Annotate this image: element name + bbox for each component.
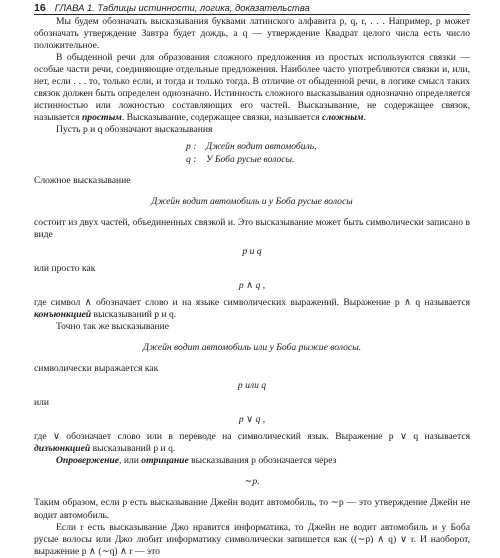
term-disjunction: дизъюнкцией	[34, 443, 91, 455]
paragraph-negation-def	[34, 455, 470, 467]
header-rule	[34, 14, 470, 15]
negation-text-b: высказывания p обозначается через	[188, 455, 337, 467]
page-number: 16	[34, 2, 46, 14]
paragraph-or-simply: или просто как	[34, 262, 96, 274]
connectives-text-a: В обыденной речи для образования сложного предложения из простых используются связки — особые части речи, соединяющие отдельные предложения. Наиболее часто употребляются связки и, или, нет, если . . . то, только если, и тогда и только тогда. В отличие от обыденной речи, в логике смысл таких связок должен быть определен однозначно. Истинность сложного высказывания однозначно определяется истинностью или ложностью составляющих его частей. Высказывание, не содержащее связок, называется	[34, 52, 470, 124]
definition-list	[34, 141, 470, 165]
paragraph-disjunction-def	[34, 431, 470, 455]
term-refutation: Опровержение	[56, 455, 120, 467]
paragraph-thus: Таким образом, если p есть высказывание Джейн водит автомобиль, то ∼p — это утверждение Джейн не водит автомобиль.	[34, 497, 470, 521]
example-disjunction: Джейн водит автомобиль или у Боба рыжие волосы.	[142, 342, 362, 354]
disjunction-text-b: высказываний p и q.	[90, 443, 176, 455]
term-negation: отрицание	[141, 455, 189, 467]
paragraph-let: Пусть p и q обозначают высказывания	[56, 124, 213, 136]
formula-disjunction: p ∨ q ,	[238, 414, 266, 426]
definition-p	[186, 141, 470, 153]
spacer	[34, 354, 470, 363]
term-conjunction: конъюнкцией	[34, 308, 92, 320]
page-body	[34, 16, 470, 558]
definition-p-text: Джейн водит автомобиль,	[206, 141, 317, 153]
connectives-text-b: . Высказывание, содержащее связки, называется	[121, 112, 323, 124]
formula-conjunction: p ∧ q ,	[238, 279, 266, 291]
negation-text-a: , или	[119, 455, 142, 467]
paragraph-or: или	[34, 397, 50, 409]
formula-p-or-q: p или q	[237, 380, 267, 392]
spacer	[34, 333, 470, 342]
spacer	[34, 166, 470, 175]
spacer	[34, 187, 470, 196]
paragraph-similarly: Точно так же высказывание	[56, 320, 170, 332]
spacer	[34, 488, 470, 497]
running-header	[34, 1, 470, 14]
definition-q	[186, 154, 470, 166]
spacer	[34, 467, 470, 476]
paragraph-compound: Сложное высказывание	[34, 174, 131, 186]
definition-q-text: У Боба русые волосы.	[206, 153, 295, 165]
term-simple: простым	[81, 112, 122, 124]
disjunction-text-a: где ∨ обозначает слово или в переводе на символический язык. Выражение p ∨ q называется	[34, 431, 470, 443]
formula-negation: ∼p.	[244, 476, 260, 488]
definition-p-var: p :	[186, 141, 197, 153]
paragraph-connectives	[34, 52, 470, 124]
paragraph-conjunction-def	[34, 297, 470, 321]
running-title: ГЛАВА 1. Таблицы истинности, логика, доказательства	[54, 2, 310, 13]
example-conjunction: Джейн водит автомобиль и у Боба русые волосы	[151, 195, 353, 207]
definition-q-var: q :	[186, 153, 197, 165]
conjunction-text-a: где символ ∧ обозначает слово и на языке символических выражений. Выражение p ∧ q называется	[34, 296, 470, 308]
paragraph-if-r: Если r есть высказывание Джо нравится информатика, то Джейн не водит автомобиль и у Боба русые волосы или Джо любит информатику символически запишется как ((∼p) ∧ q) ∨ r. И наоборот, выражение p ∧ (∼q) ∧ r — это	[34, 521, 470, 557]
paragraph-symbolic: символически выражается как	[34, 363, 159, 375]
conjunction-text-b: высказываний p и q.	[91, 308, 177, 320]
formula-p-and-q: p и q	[242, 245, 262, 257]
connectives-text-c: .	[363, 112, 366, 124]
term-compound: сложным	[322, 112, 364, 124]
spacer	[34, 208, 470, 217]
paragraph-notation: Мы будем обозначать высказывания буквами латинского алфавита p, q, r, . . . Например, p может обозначать утверждение Завтра будет дождь, а q — утверждение Квадрат целого числа есть число положительное.	[34, 16, 470, 52]
paragraph-two-parts: состоит из двух частей, объединенных связкой и. Это высказывание может быть символически записано в виде	[34, 216, 470, 240]
